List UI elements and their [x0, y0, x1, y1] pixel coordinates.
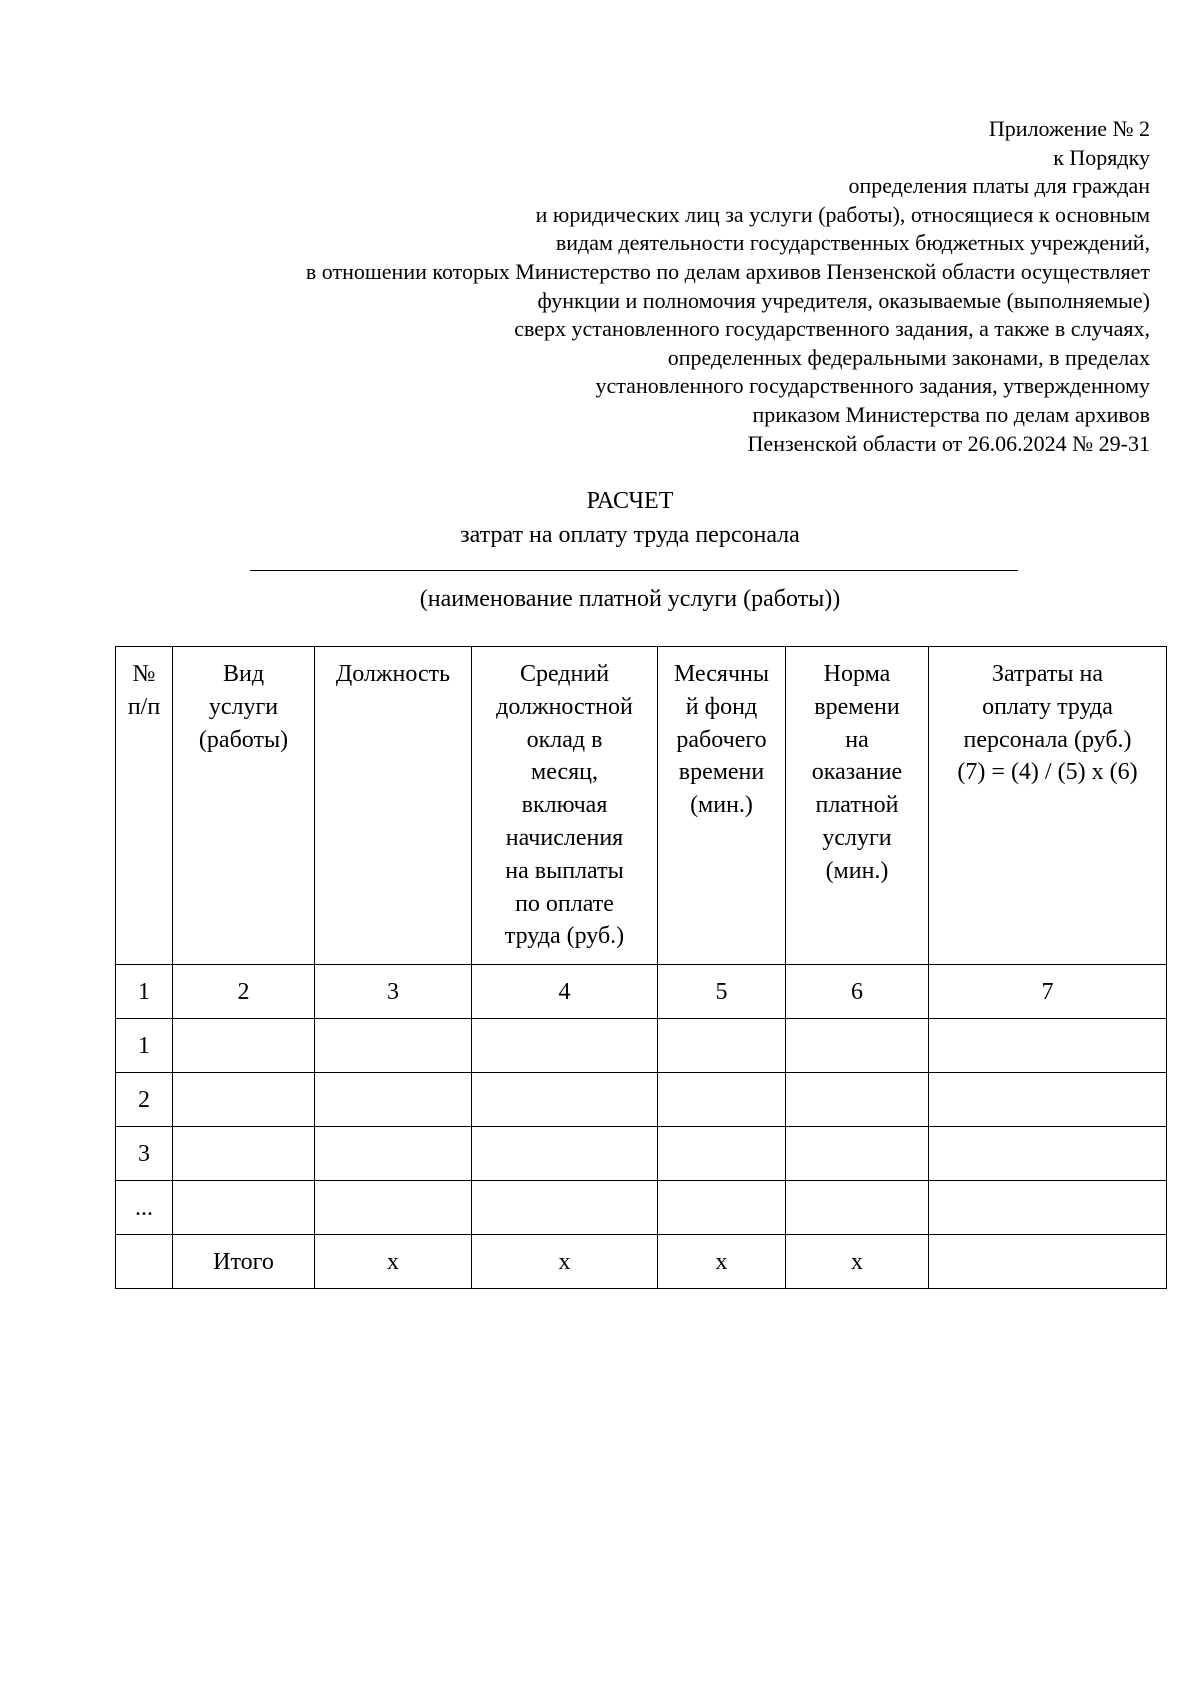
table-cell: x [658, 1235, 786, 1289]
service-name-blank-line [250, 570, 1018, 571]
table-cell [173, 1181, 315, 1235]
table-cell [658, 1181, 786, 1235]
appendix-line: приказом Министерства по делам архивов [752, 401, 1150, 427]
table-cell [116, 1235, 173, 1289]
total-label: Итого [173, 1235, 315, 1289]
table-cell [315, 1019, 472, 1073]
table-cell: 1 [116, 1019, 173, 1073]
appendix-note [150, 115, 1150, 458]
service-name-caption: (наименование платной услуги (работы)) [419, 586, 841, 612]
appendix-line: видам деятельности государственных бюджетных учреждений, [555, 230, 1150, 256]
table-cell [786, 1181, 929, 1235]
table-cell [173, 1073, 315, 1127]
table-cell: 5 [658, 965, 786, 1019]
appendix-line: определенных федеральными законами, в пределах [667, 344, 1150, 370]
table-cell [929, 1019, 1167, 1073]
column-numbers-row [116, 965, 1167, 1019]
table-cell: x [786, 1235, 929, 1289]
appendix-line: Пензенской области от 26.06.2024 № 29-31 [747, 430, 1150, 456]
header-labor-costs: Затраты на оплату труда персонала (руб.) (7) = (4) / (5) x (6) [929, 647, 1167, 965]
appendix-line: Приложение № 2 [988, 116, 1150, 141]
header-service-type: Вид услуги (работы) [173, 647, 315, 965]
table-cell [658, 1127, 786, 1181]
appendix-line: и юридических лиц за услуги (работы), относящиеся к основным [535, 201, 1150, 227]
table-cell: 7 [929, 965, 1167, 1019]
table-cell [786, 1019, 929, 1073]
table-cell: x [315, 1235, 472, 1289]
table-cell [315, 1181, 472, 1235]
table-cell: x [472, 1235, 658, 1289]
appendix-line: функции и полномочия учредителя, оказываемые (выполняемые) [537, 287, 1150, 313]
cost-calculation-table [115, 646, 1167, 1289]
table-row [116, 1019, 1167, 1073]
appendix-line: в отношении которых Министерство по делам архивов Пензенской области осуществляет [305, 258, 1150, 284]
table-cell [472, 1019, 658, 1073]
table-row [116, 1181, 1167, 1235]
table-cell [173, 1019, 315, 1073]
table-cell [658, 1019, 786, 1073]
table-cell [315, 1127, 472, 1181]
document-title: РАСЧЕТ [586, 488, 674, 514]
total-value-cell [929, 1235, 1167, 1289]
table-cell [472, 1181, 658, 1235]
table-cell: 4 [472, 965, 658, 1019]
table-cell: 2 [116, 1073, 173, 1127]
header-position: Должность [315, 647, 472, 965]
table-cell [173, 1127, 315, 1181]
table-cell: ... [116, 1181, 173, 1235]
table-cell [929, 1073, 1167, 1127]
header-number: № п/п [116, 647, 173, 965]
appendix-line: установленного государственного задания, утвержденному [595, 373, 1150, 399]
table-cell [472, 1073, 658, 1127]
table-cell [786, 1127, 929, 1181]
table-cell [658, 1073, 786, 1127]
table-cell [472, 1127, 658, 1181]
table-cell: 6 [786, 965, 929, 1019]
table-cell [929, 1181, 1167, 1235]
header-time-norm: Норма времени на оказание платной услуги (мин.) [786, 647, 929, 965]
table-cell [929, 1127, 1167, 1181]
table-cell: 3 [116, 1127, 173, 1181]
table-row [116, 1073, 1167, 1127]
table-cell: 2 [173, 965, 315, 1019]
total-row [116, 1235, 1167, 1289]
header-monthly-work-time: Месячны й фонд рабочего времени (мин.) [658, 647, 786, 965]
table-cell [315, 1073, 472, 1127]
appendix-line: определения платы для граждан [848, 173, 1150, 199]
appendix-line: сверх установленного государственного задания, а также в случаях, [514, 316, 1150, 342]
appendix-line: к Порядку [1053, 144, 1150, 170]
table-cell [786, 1073, 929, 1127]
table-cell: 3 [315, 965, 472, 1019]
header-average-salary: Средний должностной оклад в месяц, включая начисления на выплаты по оплате труда (руб.) [472, 647, 658, 965]
table-header-row [116, 647, 1167, 965]
table-row [116, 1127, 1167, 1181]
document-subtitle: затрат на оплату труда персонала [460, 522, 800, 548]
table-cell: 1 [116, 965, 173, 1019]
